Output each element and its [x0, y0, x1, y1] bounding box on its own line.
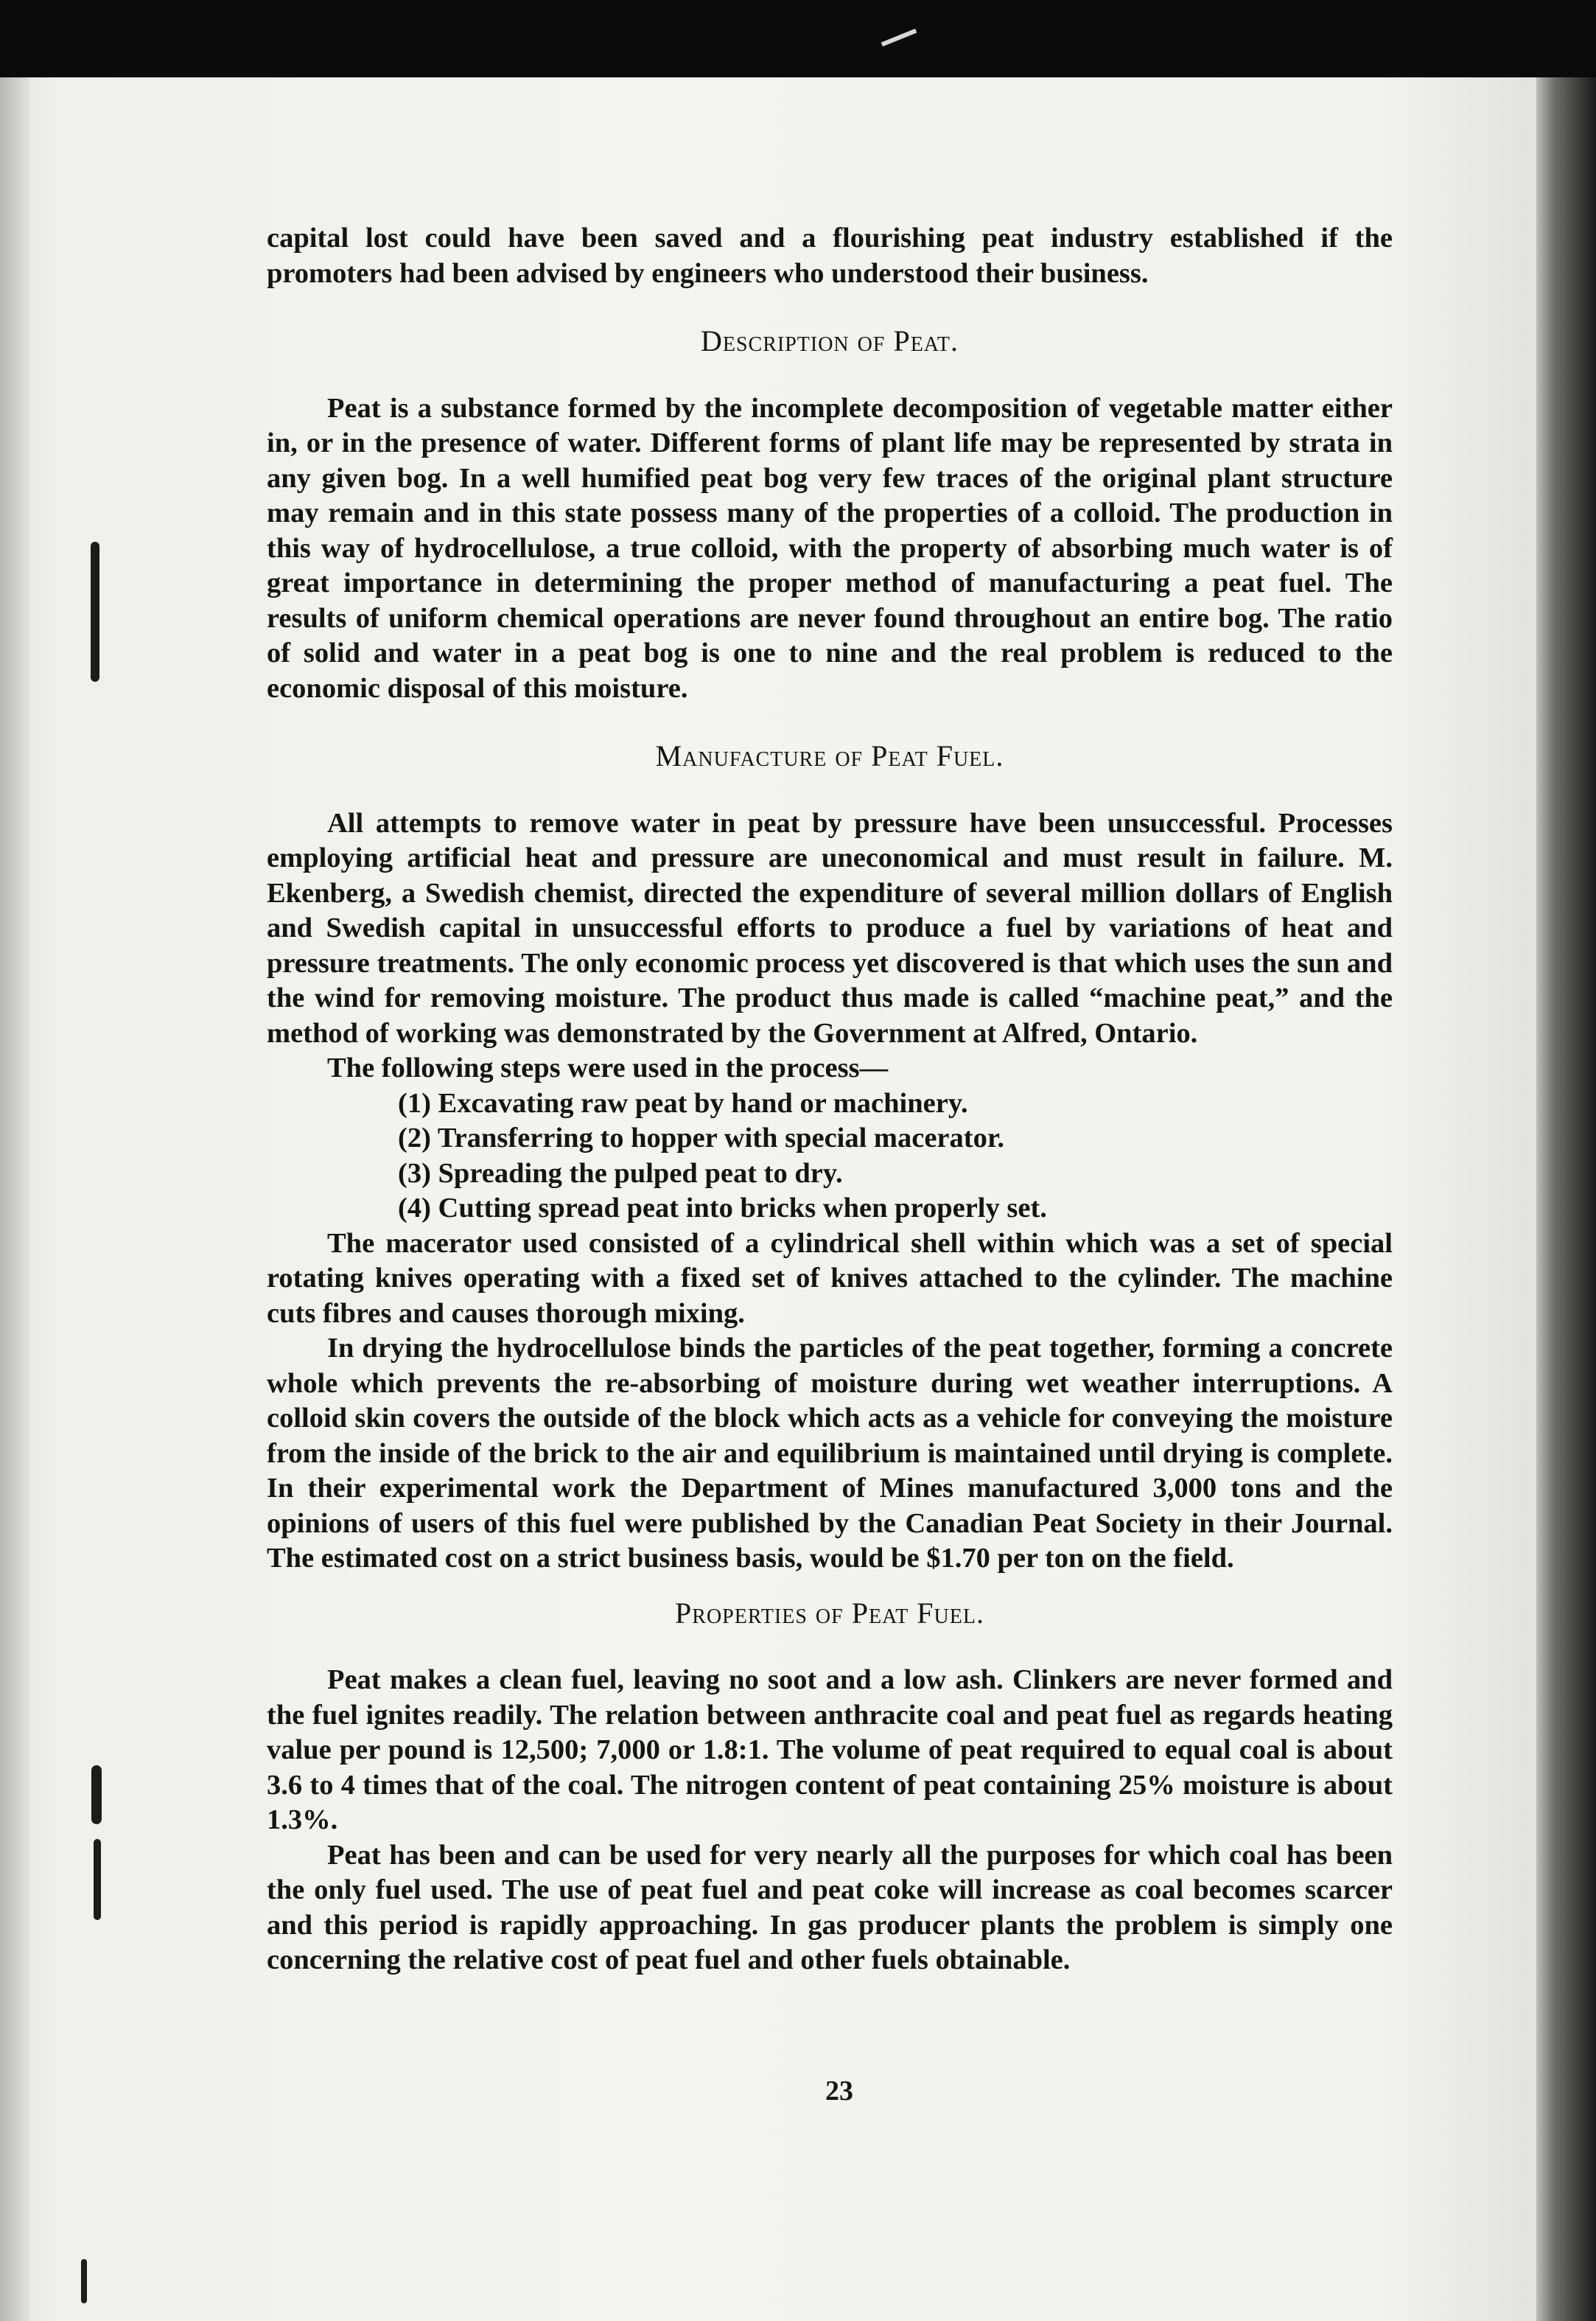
list-item: (1) Excavating raw peat by hand or machinery. — [398, 1087, 968, 1119]
page-right-edge — [1536, 77, 1596, 2321]
page-body — [267, 221, 1393, 1978]
manufacture-heading: Manufacture of Peat Fuel. — [655, 739, 1004, 772]
list-item: (4) Cutting spread peat into bricks when properly set. — [398, 1193, 1047, 1224]
macerator-paragraph: The macerator used consisted of a cylindrical shell within which was a set of special rotating knives operating with a fixed set of knives attached to the cylinder. The machine cuts fibres and causes thorough mixing. — [267, 1227, 1393, 1329]
binding-mark — [91, 1765, 102, 1824]
drying-paragraph: In drying the hydrocellulose binds the particles of the peat together, forming a concrete whole which prevents the re-absorbing of moisture during wet weather interruptions. A colloid skin covers the outside of the block which acts as a vehicle for conveying the moisture from the inside of the brick to the air and equilibrium is maintained until drying is complete. In their experimental work the Department of Mines manufactured 3,000 tons and the opinions of users of this fuel were published by the Canadian Peat Society in their Journal. The estimated cost on a strict business basis, would be $1.70 per ton on the field. — [267, 1333, 1393, 1574]
process-steps-list — [267, 1086, 1393, 1226]
binding-mark — [91, 542, 99, 682]
intro-paragraph: capital lost could have been saved and a flourishing peat industry established if the promoters had been advised by engineers who understood their business. — [267, 223, 1393, 289]
properties-paragraph: Peat makes a clean fuel, leaving no soot and a low ash. Clinkers are never formed and the fuel ignites readily. The relation between anthracite coal and peat fuel as regards heating value per pound is 12,500; 7,000 or 1.8:1. The volume of peat required to equal coal is about 3.6 to 4 times that of the coal. The nitrogen content of peat containing 25% moisture is about 1.3%. — [267, 1664, 1393, 1835]
list-item: (2) Transferring to hopper with special macerator. — [398, 1123, 1005, 1153]
steps-intro: The following steps were used in the process— — [327, 1053, 889, 1083]
list-item: (3) Spreading the pulped peat to dry. — [398, 1157, 843, 1189]
page-binding-shadow — [0, 77, 29, 2321]
uses-paragraph: Peat has been and can be used for very nearly all the purposes for which coal has been the only fuel used. The use of peat fuel and peat coke will increase as coal becomes scarcer and this period is rapidly approaching. In gas producer plants the problem is simply one concerning the relative cost of peat fuel and other fuels obtainable. — [267, 1839, 1393, 1975]
description-paragraph: Peat is a substance formed by the incomplete decomposition of vegetable matter either in, or in the presence of water. Different forms of plant life may be represented by strata in any given bog. In a well humified peat bog very few traces of the original plant structure may remain and in this state possess many of the properties of a colloid. The production in this way of hydrocellulose, a true colloid, with the property of absorbing much water is of great importance in determining the proper method of manufacturing a peat fuel. The results of uniform chemical operations are never found throughout an entire bog. The ratio of solid and water in a peat bog is one to nine and the real problem is reduced to the economic disposal of this moisture. — [267, 392, 1393, 704]
scan-edge-mark — [881, 29, 917, 46]
properties-heading: Properties of Peat Fuel. — [675, 1596, 984, 1630]
binding-mark — [81, 2259, 87, 2303]
manufacture-paragraph: All attempts to remove water in peat by pressure have been unsuccessful. Processes employing artificial heat and pressure are uneconomical and must result in failure. M. Ekenberg, a Swedish chemist, directed the expenditure of several million dollars of English and Swedish capital in unsuccessful efforts to produce a fuel by variations of heat and pressure treatments. The only economic process yet discovered is that which uses the sun and the wind for removing moisture. The product thus made is called “machine peat,” and the method of working was demonstrated by the Government at Alfred, Ontario. — [267, 807, 1393, 1049]
binding-mark — [94, 1839, 101, 1920]
description-heading: Description of Peat. — [700, 324, 959, 357]
page-number: 23 — [825, 2076, 853, 2107]
